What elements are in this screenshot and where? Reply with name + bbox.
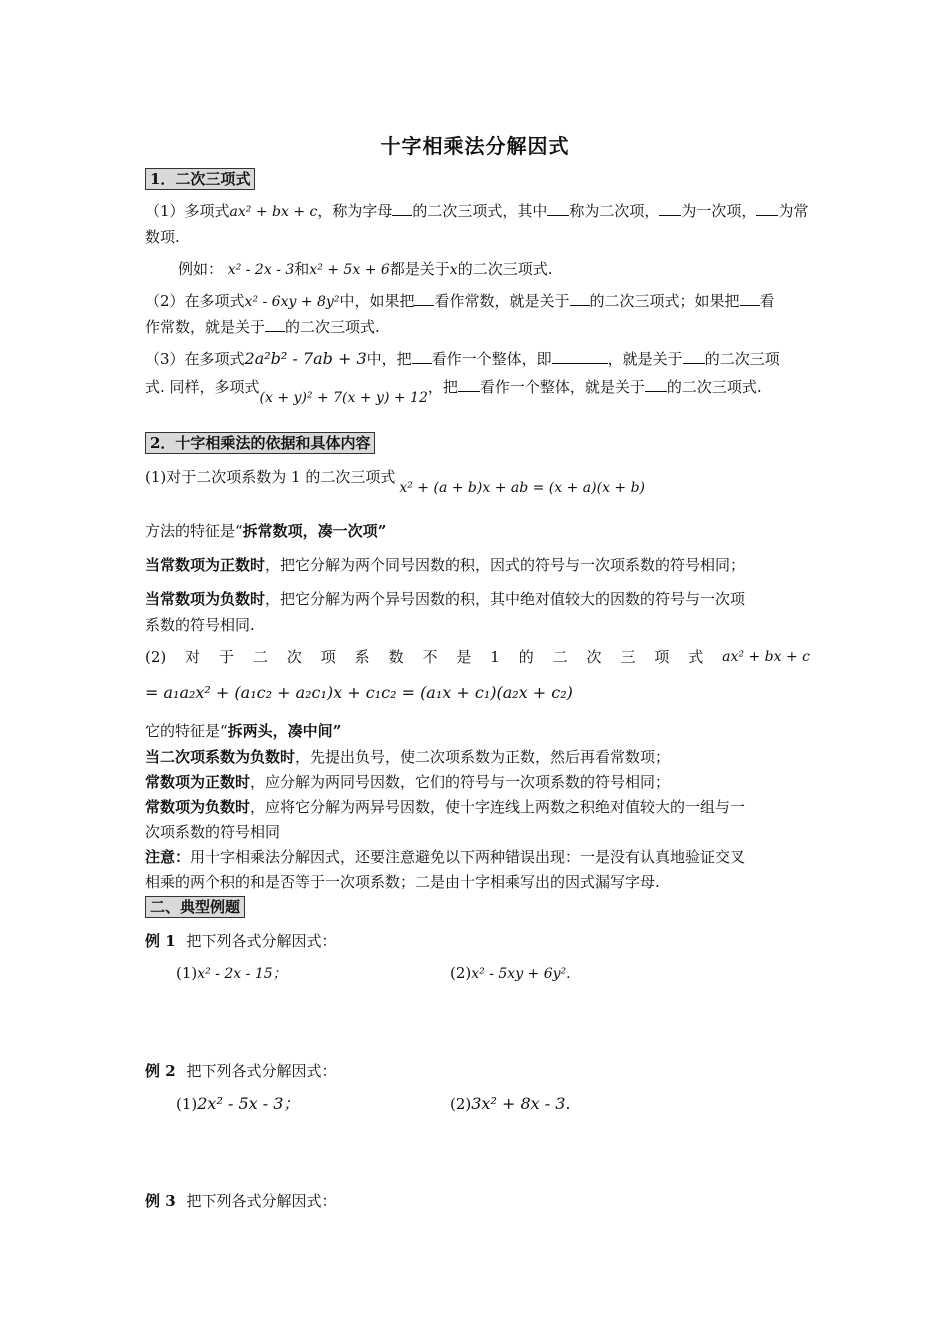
paragraph [145,644,810,670]
question [176,960,476,987]
blank [645,375,667,392]
blank [570,289,590,306]
text: 拆常数项，凑一次项 [242,522,378,540]
text: (1)对于二次项系数为 1 的二次三项式 [145,468,396,486]
example-label: 例 1 [145,932,176,950]
text: （3）在多项式 [145,350,245,368]
text: (1) [176,1095,198,1113]
formula: x² + (a + b)x + ab = (x + a)(x + b) [399,480,646,496]
text: ，称为字母 [317,202,393,220]
blank [756,199,778,216]
text: 和 [294,260,310,278]
paragraph [145,198,810,225]
spread-word: 式 [688,648,704,666]
paragraph [145,744,810,770]
section-heading: 1．二次三项式 [145,168,255,190]
paragraph-continued [145,374,810,406]
paragraph-continued [145,314,810,340]
text: ，把它分解为两个同号因数的积，因式的符号与一次项系数的符号相同； [265,556,746,574]
formula: x² - 2x - 15； [197,966,287,982]
text: 看作一个整体，即 [431,350,552,368]
paragraph [145,844,810,870]
text: 常数项为负数时 [145,798,251,816]
spread-word: 数 [388,648,404,666]
text: ，应分解为两同号因数，它们的符号与一次项系数的符号相同； [250,773,671,791]
text: 中，把 [366,350,412,368]
section-1-heading-row [145,166,810,192]
spread-word: 于 [219,648,235,666]
question [176,1091,476,1117]
text: 把下列各式分解因式： [186,1062,337,1080]
text: 注意： [145,848,191,866]
text: 作常数，就是关于 [145,318,266,336]
spread-text-row [145,644,810,670]
text: 的二次三项式. [457,260,553,278]
text: 的二次三项式；如果把 [589,292,740,310]
example-line [178,256,843,283]
blank [392,199,412,216]
paragraph [145,718,810,744]
formula: x [449,262,458,278]
blank [458,375,480,392]
section-3-heading-row [145,894,810,920]
text: ” [332,722,342,740]
paragraph [145,794,810,820]
text: 它的特征是“ [145,722,228,740]
spread-word: 项 [320,648,336,666]
formula: 2a²b² - 7ab + 3 [244,349,367,368]
paragraph [145,769,810,795]
blank [265,315,285,332]
paragraph [145,464,810,496]
text: 的二次三项式，其中 [412,202,548,220]
paragraph-continued: 数项. [145,228,180,246]
paragraph [145,346,810,372]
text: ，应将它分解为两异号因数，使十字连线上两数之积绝对值较大的一组与一 [250,798,746,816]
text: 用十字相乘法分解因式，还要注意避免以下两种错误出现：一是没有认真地验证交叉 [190,848,746,866]
blank [414,289,434,306]
blank [412,347,432,364]
text: 看 [759,292,775,310]
text: ，把 [427,378,458,396]
text: 中，如果把 [339,292,415,310]
blank [552,347,608,364]
formula: 2x² - 5x - 3； [197,1094,300,1113]
spread-word: 次 [586,648,602,666]
text: 称为二次项， [569,202,660,220]
formula: x² - 5xy + 6y². [471,966,571,982]
text: 式. 同样，多项式 [145,378,260,396]
blank [547,199,569,216]
formula: x² + 5x + 6 [309,262,390,278]
text: （2）在多项式 [145,292,245,310]
example-3 [145,1188,810,1214]
blank [683,347,705,364]
paragraph-continued: 相乘的两个积的和是否等于一次项系数；二是由十字相乘写出的因式漏写字母. [145,873,660,891]
text: (2) [450,1095,472,1113]
text: 方法的特征是“ [145,522,243,540]
text: ，把它分解为两个异号因数的积，其中绝对值较大的因数的符号与一次项 [265,590,746,608]
text: 的二次三项 [704,350,780,368]
text: 的二次三项式. [666,378,762,396]
formula: = a₁a₂x² + (a₁c₂ + a₂c₁)x + c₁c₂ = (a₁x + c₁)(a₂x + c₂) [145,683,573,702]
text: ” [377,522,387,540]
text: 看作一个整体，就是关于 [479,378,645,396]
question [450,960,750,987]
text: 为一次项， [681,202,757,220]
example-1 [145,928,810,954]
blank [740,289,760,306]
section-2-heading-row [145,430,810,456]
text: 为常 [778,202,809,220]
formula: x² - 6xy + 8y² [244,294,340,310]
text: （1）多项式 [145,202,230,220]
text: (2) [450,964,472,982]
spread-word: 项 [654,648,670,666]
section-heading: 2．十字相乘法的依据和具体内容 [145,432,375,454]
text: 常数项为正数时 [145,773,251,791]
paragraph-continued: 次项系数的符号相同 [145,823,281,841]
text: (1) [176,964,198,982]
text: 例如： [178,260,224,278]
text: 都是关于 [389,260,450,278]
paragraph-continued: 系数的符号相同. [145,616,255,634]
formula: ax² + bx + c [229,204,318,220]
blank [659,199,681,216]
section-heading: 二、典型例题 [145,896,245,918]
spread-word: 系 [354,648,370,666]
example-2 [145,1058,810,1084]
spread-word: 二 [552,648,568,666]
spread-word: 是 [456,648,472,666]
text: 看作常数，就是关于 [434,292,570,310]
spread-word: 三 [620,648,636,666]
formula: x² - 2x - 3 [227,262,295,278]
formula: (x + y)² + 7(x + y) + 12 [259,390,428,406]
text: ，先提出负号，使二次项系数为正数，然后再看常数项； [295,748,671,766]
text: 拆两头，凑中间 [227,722,333,740]
spread-word: 对 [185,648,201,666]
question [450,1091,750,1117]
formula-line [145,680,810,706]
formula: ax² + bx + c [722,649,810,665]
example-label: 例 2 [145,1062,176,1080]
paragraph [145,518,810,544]
text: 当常数项为正数时 [145,556,266,574]
spread-word: 次 [286,648,302,666]
text: 把下列各式分解因式： [186,932,337,950]
spread-word: (2) [145,648,167,666]
paragraph [145,288,810,315]
paragraph [145,586,810,612]
paragraph [145,552,810,578]
text: ，就是关于 [607,350,683,368]
example-label: 例 3 [145,1192,176,1210]
spread-word: 不 [422,648,438,666]
spread-word: 1 [490,648,500,666]
text: 当二次项系数为负数时 [145,748,296,766]
spread-word: 二 [252,648,268,666]
text: 当常数项为负数时 [145,590,266,608]
spread-word: 的 [518,648,534,666]
formula: 3x² + 8x - 3. [471,1094,571,1113]
text: 的二次三项式. [285,318,380,336]
page-title: 十字相乘法分解因式 [380,134,570,158]
text: 把下列各式分解因式： [186,1192,337,1210]
